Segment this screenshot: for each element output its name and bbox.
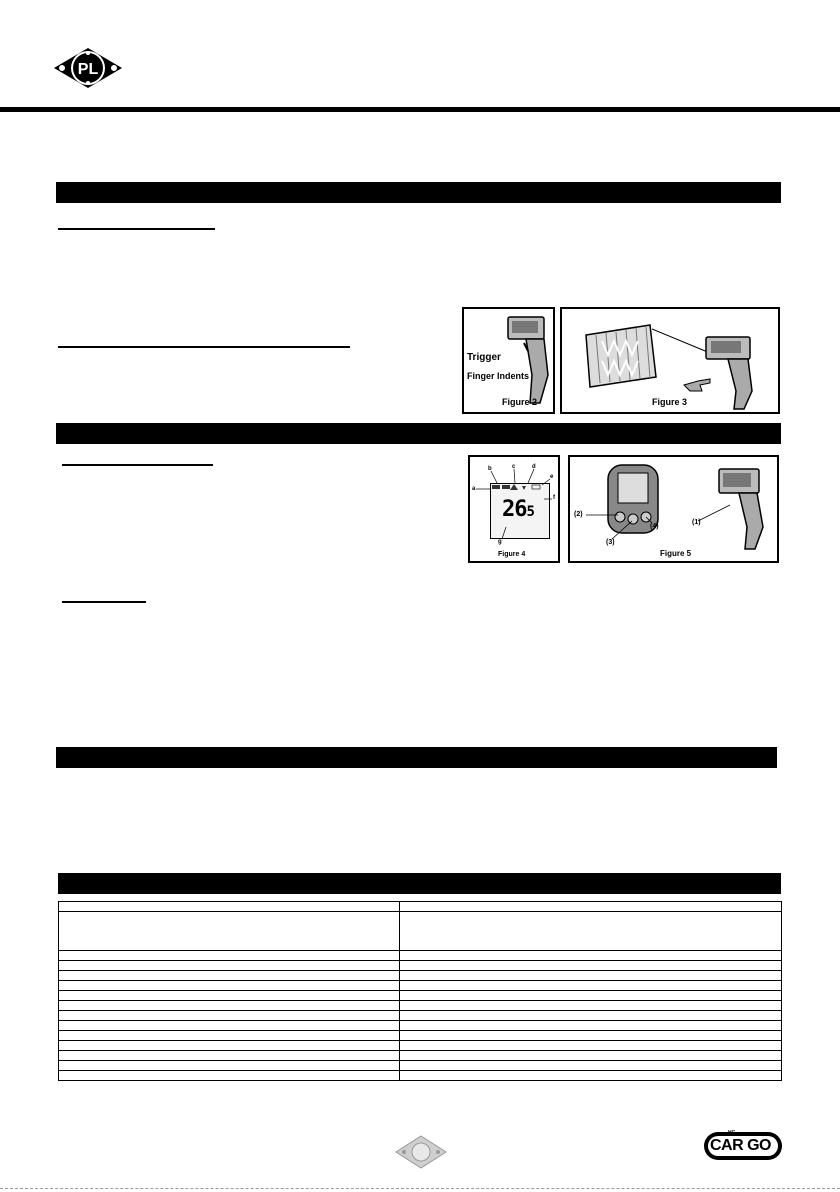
table-row [59, 1051, 782, 1061]
figure-5-caption: Figure 5 [660, 549, 692, 558]
table-cell-label [59, 912, 400, 951]
table-cell-label [59, 902, 400, 912]
section-bar-4 [58, 873, 781, 894]
table-row [59, 971, 782, 981]
table-cell-value [400, 912, 782, 951]
table-row [59, 1011, 782, 1021]
callout-2: (2) [574, 511, 583, 518]
section-bar-1 [56, 182, 781, 203]
table-row [59, 912, 782, 951]
table-cell-label [59, 961, 400, 971]
spec-table [58, 901, 782, 1081]
subheading-underline-1 [58, 228, 215, 230]
callout-g: g [498, 539, 502, 545]
cargo-logo-text: CAR GO [710, 1137, 771, 1154]
section-bar-3 [56, 747, 777, 768]
table-row [59, 1031, 782, 1041]
callout-b: b [488, 466, 492, 472]
table-cell-label [59, 1021, 400, 1031]
callout-c: c [512, 464, 516, 470]
table-cell-label [59, 1071, 400, 1081]
table-row [59, 981, 782, 991]
callout-a: a [472, 486, 476, 492]
table-cell-label [59, 991, 400, 1001]
callout-lines [470, 457, 558, 547]
table-row [59, 991, 782, 1001]
figure-3-caption: Figure 3 [652, 397, 688, 407]
figure-2 [462, 307, 555, 414]
callout-f: f [553, 495, 555, 501]
table-cell-value [400, 1071, 782, 1081]
figure-2-caption: Figure 2 [502, 397, 538, 407]
table-cell-value [400, 902, 782, 912]
table-cell-label [59, 1011, 400, 1021]
table-row [59, 961, 782, 971]
table-cell-value [400, 1051, 782, 1061]
table-row [59, 1041, 782, 1051]
figure-5 [568, 455, 779, 563]
subheading-underline-2 [58, 346, 350, 348]
cargo-logo [702, 1128, 784, 1164]
table-cell-value [400, 1021, 782, 1031]
section-bar-2 [56, 423, 781, 444]
table-cell-value [400, 951, 782, 961]
table-cell-value [400, 1001, 782, 1011]
table-row [59, 1061, 782, 1071]
footer-trim-line [0, 1188, 840, 1189]
callout-1: (1) [692, 519, 701, 526]
figure-3 [560, 307, 780, 414]
table-cell-label [59, 1041, 400, 1051]
table-cell-label [59, 1061, 400, 1071]
trigger-label: Trigger [467, 352, 501, 363]
subheading-underline-3 [62, 464, 213, 466]
table-cell-value [400, 991, 782, 1001]
table-cell-value [400, 961, 782, 971]
finger-indents-label: Finger Indents [467, 371, 530, 381]
table-row [59, 902, 782, 912]
table-row [59, 1021, 782, 1031]
readout-decimal: 5 [526, 504, 534, 520]
table-cell-value [400, 1061, 782, 1071]
figure-5-leaders [570, 457, 779, 563]
figure-4 [468, 455, 560, 563]
header-rule [0, 107, 840, 112]
table-cell-value [400, 981, 782, 991]
table-cell-value [400, 1031, 782, 1041]
page-badge-icon [394, 1134, 448, 1170]
callout-4: (4) [650, 523, 659, 530]
thermometer-gun-icon [504, 315, 552, 405]
table-row [59, 1071, 782, 1081]
table-cell-label [59, 971, 400, 981]
logo-text: PL [77, 61, 99, 78]
table-cell-label [59, 1001, 400, 1011]
cargo-logo-prefix: HC [728, 1130, 736, 1136]
table-cell-value [400, 1041, 782, 1051]
table-row [59, 951, 782, 961]
subheading-underline-4 [62, 601, 146, 603]
callout-e: e [550, 474, 554, 480]
table-cell-label [59, 981, 400, 991]
readout-main: 26 [502, 497, 527, 522]
table-cell-label [59, 1051, 400, 1061]
table-cell-value [400, 971, 782, 981]
callout-3: (3) [606, 539, 615, 546]
table-cell-value [400, 1011, 782, 1021]
callout-d: d [532, 464, 536, 470]
table-cell-label [59, 1031, 400, 1041]
pl-logo [52, 46, 124, 90]
hand-icon [682, 373, 712, 393]
figure-4-caption: Figure 4 [498, 551, 526, 558]
table-row [59, 1001, 782, 1011]
table-cell-label [59, 951, 400, 961]
